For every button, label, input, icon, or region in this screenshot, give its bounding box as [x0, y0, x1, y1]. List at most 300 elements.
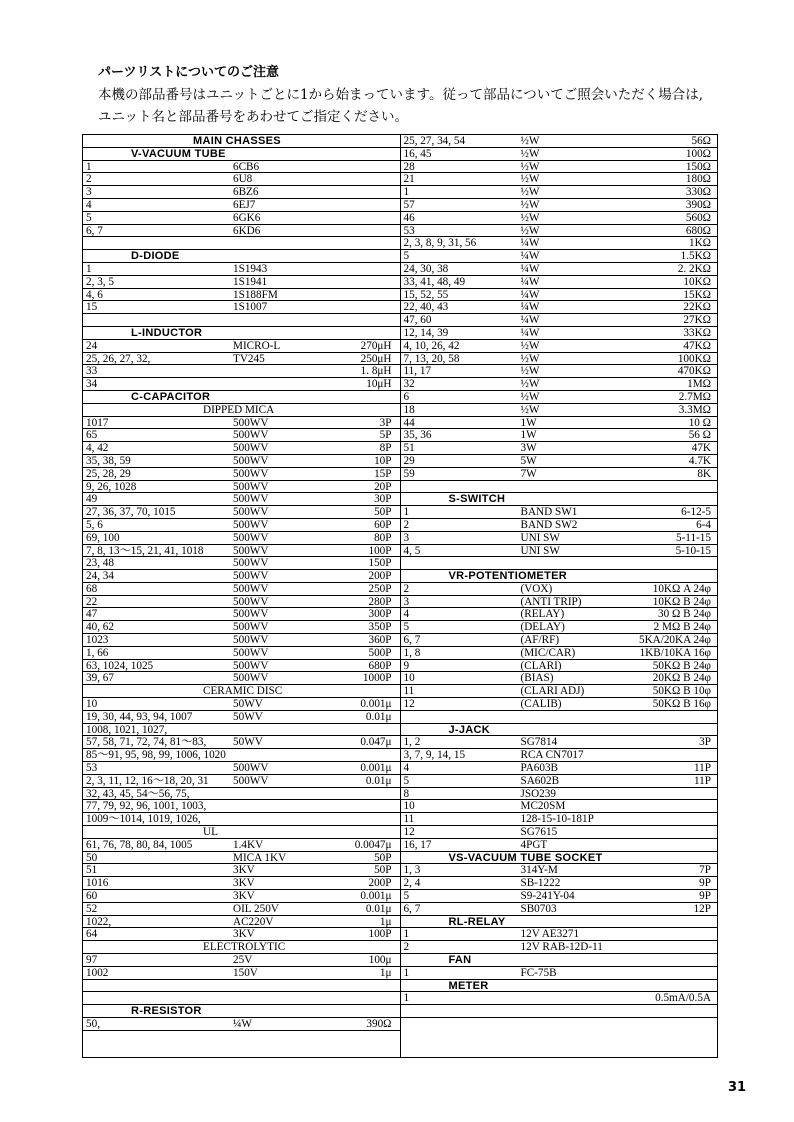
part-value: 470KΩ — [677, 365, 711, 378]
part-number: 10 — [403, 800, 415, 813]
part-spec: ½W — [520, 211, 540, 224]
part-spec: PA603B — [520, 762, 559, 775]
part-value: 0.01μ — [365, 710, 392, 723]
part-number: 51 — [403, 442, 415, 455]
section-heading: R-RESISTOR — [131, 1005, 202, 1018]
parts-row — [401, 148, 718, 161]
part-value: 180Ω — [685, 173, 711, 186]
part-value: 33KΩ — [683, 326, 711, 339]
part-value: 390Ω — [685, 198, 711, 211]
part-spec: ½W — [520, 365, 540, 378]
parts-row — [83, 864, 400, 877]
parts-row — [83, 775, 400, 788]
part-value: 1μ — [379, 915, 392, 928]
part-value: 0.5mA/0.5A — [655, 992, 711, 1005]
part-value: 200P — [368, 570, 392, 583]
section-heading: L-INDUCTOR — [131, 326, 203, 339]
part-value: 56 Ω — [688, 429, 711, 442]
parts-row — [401, 212, 718, 225]
parts-row — [401, 660, 718, 673]
part-spec: (AF/RF) — [520, 634, 560, 647]
part-spec: (DELAY) — [520, 621, 565, 634]
part-value: 2. 2KΩ — [677, 262, 711, 275]
part-number: 2, 4 — [403, 877, 421, 890]
part-value: 27KΩ — [683, 314, 711, 327]
parts-row — [83, 199, 400, 212]
part-number: 8 — [403, 787, 410, 800]
part-value: 1000P — [362, 672, 392, 685]
parts-row — [401, 749, 718, 762]
parts-row — [401, 404, 718, 417]
part-number: 24 — [86, 339, 98, 352]
part-spec: 500WV — [233, 442, 269, 455]
part-number: 11 — [403, 685, 415, 698]
part-spec: 50WV — [233, 736, 263, 749]
parts-row — [401, 596, 718, 609]
parts-row — [83, 800, 400, 813]
parts-row — [401, 225, 718, 238]
part-spec: 25V — [233, 954, 253, 966]
parts-row — [401, 301, 718, 314]
parts-row — [401, 916, 718, 929]
part-value: 10KΩ B 24φ — [652, 595, 711, 608]
part-value: 2.7MΩ — [678, 390, 711, 403]
parts-row — [401, 429, 718, 442]
part-value: 1KB/10KA 16φ — [639, 646, 711, 659]
part-spec: MC20SM — [520, 800, 566, 813]
part-spec: 500WV — [233, 646, 269, 659]
part-spec: ¼W — [520, 314, 540, 327]
part-value: 0.001μ — [360, 890, 392, 903]
parts-row — [401, 621, 718, 634]
part-number: 4 — [403, 762, 410, 775]
part-spec: 1S188FM — [233, 288, 278, 301]
part-number: 2, 3, 5 — [86, 275, 114, 288]
part-value: 50KΩ B 10φ — [652, 685, 711, 698]
part-value: 50P — [374, 864, 392, 877]
part-value: 10P — [374, 454, 392, 467]
notice-line-1: 本機の部品番号はユニットごとに1から始まっています。従って部品についてご照会いただく場合は, — [98, 87, 703, 103]
part-number: 2 — [403, 582, 410, 595]
part-number: 21 — [403, 173, 415, 186]
part-spec: 500WV — [233, 454, 269, 467]
parts-row — [401, 519, 718, 532]
part-value: 10KΩ — [683, 275, 711, 288]
parts-row — [83, 852, 400, 865]
parts-row — [83, 417, 400, 430]
parts-row — [83, 161, 400, 174]
part-spec: ½W — [520, 186, 540, 199]
part-number: 47, 60 — [403, 314, 432, 327]
part-number: 24, 30, 38 — [403, 262, 449, 275]
part-number: 53 — [86, 762, 98, 775]
part-spec: 7W — [520, 467, 537, 480]
part-number: 52 — [86, 902, 98, 915]
part-number: 61, 76, 78, 80, 84, 1005 — [86, 838, 193, 851]
part-value: 0.01μ — [365, 902, 392, 915]
parts-row — [83, 928, 400, 941]
part-spec: 1W — [520, 429, 537, 442]
part-value: 5-10-15 — [675, 544, 711, 557]
part-number: 50, — [86, 1017, 100, 1030]
part-number: 3 — [86, 186, 92, 199]
part-number: 2 — [403, 518, 410, 531]
part-number: 3, 7, 9, 14, 15 — [403, 749, 466, 762]
parts-row — [83, 404, 400, 417]
part-spec: ½W — [520, 403, 540, 416]
part-spec: ½W — [520, 198, 540, 211]
section-heading: VR-POTENTIOMETER — [448, 570, 567, 583]
part-spec: ½W — [520, 224, 540, 237]
part-spec: 500WV — [233, 518, 269, 531]
parts-row — [83, 212, 400, 225]
parts-row — [83, 557, 400, 570]
part-spec: 1.4KV — [233, 838, 264, 851]
part-number: 34 — [86, 378, 98, 391]
part-spec: JSO239 — [520, 787, 556, 800]
part-number: 6, 7 — [403, 902, 421, 915]
part-spec: 1W — [520, 416, 537, 429]
part-value: 1.5KΩ — [680, 250, 711, 263]
part-number: 15, 52, 55 — [403, 288, 449, 301]
part-value: 50KΩ B 24φ — [652, 659, 711, 672]
part-value: 22KΩ — [683, 301, 711, 314]
part-number: 44 — [403, 416, 415, 429]
part-spec: 500WV — [233, 621, 269, 634]
part-value: 20KΩ B 24φ — [652, 672, 711, 685]
part-spec: OIL 250V — [233, 902, 279, 915]
part-number: 7, 13, 20, 58 — [403, 352, 460, 365]
subsection-heading: DIPPED MICA — [203, 403, 275, 416]
part-spec: ½W — [520, 135, 540, 147]
parts-row — [83, 570, 400, 583]
part-number: 10 — [403, 672, 415, 685]
part-number: 97 — [86, 954, 98, 966]
part-value: 3P — [699, 736, 711, 749]
part-value: 10KΩ A 24φ — [652, 582, 711, 595]
parts-row — [401, 736, 718, 749]
part-spec: 500WV — [233, 467, 269, 480]
part-number: 40, 62 — [86, 621, 114, 634]
parts-row — [401, 263, 718, 276]
parts-row — [401, 698, 718, 711]
part-spec: RCA CN7017 — [520, 749, 584, 762]
part-number: 1 — [86, 160, 92, 173]
part-value: 100P — [368, 544, 392, 557]
part-number: 50 — [86, 851, 98, 864]
part-value: 12P — [693, 902, 711, 915]
part-number: 4, 6 — [86, 288, 103, 301]
parts-row — [401, 493, 718, 506]
part-number: 4, 10, 26, 42 — [403, 339, 460, 352]
part-number: 1009～1014, 1019, 1026, — [86, 813, 201, 826]
parts-row — [401, 877, 718, 890]
part-spec: ½W — [520, 352, 540, 365]
part-number: 5, 6 — [86, 518, 103, 531]
part-number: 1 — [403, 186, 410, 199]
part-number: 5 — [403, 250, 410, 263]
parts-row — [83, 877, 400, 890]
parts-row — [401, 455, 718, 468]
part-number: 85～91, 95, 98, 99, 1006, 1020 — [86, 749, 226, 762]
part-number: 63, 1024, 1025 — [86, 659, 154, 672]
parts-row — [401, 276, 718, 289]
part-number: 33, 41, 48, 49 — [403, 275, 466, 288]
part-number: 18 — [403, 403, 415, 416]
part-value: 250μH — [360, 352, 392, 365]
part-value: 300P — [368, 608, 392, 621]
part-spec: 50WV — [233, 710, 263, 723]
parts-row — [83, 545, 400, 558]
part-value: 8K — [697, 467, 711, 480]
parts-row — [401, 314, 718, 327]
part-number: 47 — [86, 608, 98, 621]
part-number: 1, 66 — [86, 646, 109, 659]
parts-row — [401, 788, 718, 801]
part-value: 1. 8μH — [360, 365, 392, 378]
part-value: 50P — [374, 506, 392, 519]
part-number: 24, 34 — [86, 570, 114, 583]
part-number: 2 — [86, 173, 92, 186]
parts-row — [83, 916, 400, 929]
part-number: 6, 7 — [403, 634, 421, 647]
part-number: 57, 58, 71, 72, 74, 81～83, — [86, 736, 207, 749]
parts-row — [401, 711, 718, 724]
parts-row — [83, 890, 400, 903]
parts-row — [401, 672, 718, 685]
parts-row — [401, 468, 718, 481]
part-value: 6-12-5 — [681, 506, 711, 519]
parts-row — [83, 327, 400, 340]
part-value: 60P — [374, 518, 392, 531]
parts-row — [83, 672, 400, 685]
parts-row — [83, 186, 400, 199]
parts-row — [83, 736, 400, 749]
part-value: 5-11-15 — [675, 531, 711, 544]
part-number: 33 — [86, 365, 98, 378]
part-spec: 500WV — [233, 416, 269, 429]
parts-row — [83, 711, 400, 724]
part-spec: 500WV — [233, 672, 269, 685]
part-spec: 500WV — [233, 570, 269, 583]
part-value: 100μ — [368, 954, 392, 966]
part-value: 2 MΩ B 24φ — [653, 621, 711, 634]
parts-row — [401, 161, 718, 174]
parts-row — [83, 263, 400, 276]
parts-list-table — [82, 134, 718, 1058]
part-number: 2, 3, 8, 9, 31, 56 — [403, 237, 477, 250]
part-value: 30 Ω B 24φ — [658, 608, 711, 621]
part-spec: TV245 — [233, 352, 265, 365]
part-value: 3P — [379, 416, 392, 429]
part-value: 9P — [699, 890, 711, 903]
part-number: 1 — [403, 992, 410, 1005]
part-number: 16, 45 — [403, 147, 432, 160]
parts-row — [83, 378, 400, 391]
part-number: 15 — [86, 301, 98, 314]
part-spec: 4PGT — [520, 838, 548, 851]
part-spec: 1S1943 — [233, 262, 268, 275]
part-number: 12 — [403, 698, 415, 711]
parts-list-right-column — [401, 135, 718, 1057]
part-number: 39, 67 — [86, 672, 114, 685]
part-spec: (CLARI ADJ) — [520, 685, 585, 698]
parts-row — [83, 173, 400, 186]
part-spec: 12V AE3271 — [520, 928, 580, 941]
parts-row — [401, 186, 718, 199]
page-number: 31 — [728, 1080, 747, 1095]
part-value: 150Ω — [685, 160, 711, 173]
parts-row — [401, 647, 718, 660]
parts-row — [401, 941, 718, 954]
part-spec: BAND SW1 — [520, 506, 578, 519]
part-value: 4.7K — [688, 454, 711, 467]
part-spec: AC220V — [233, 915, 274, 928]
part-spec: ½W — [520, 339, 540, 352]
part-spec: SB0703 — [520, 902, 557, 915]
part-value: 360P — [368, 634, 392, 647]
notice-line-2: ユニット名と部品番号をあわせてご指定ください。 — [98, 109, 408, 125]
section-heading: S-SWITCH — [448, 493, 506, 506]
part-value: 20P — [374, 480, 392, 493]
parts-row — [401, 992, 718, 1005]
parts-row — [83, 148, 400, 161]
part-spec: 150V — [233, 966, 258, 979]
part-value: 10μH — [366, 378, 392, 391]
part-spec: 500WV — [233, 480, 269, 493]
part-value: 100P — [368, 928, 392, 941]
part-spec: 6GK6 — [233, 211, 261, 224]
parts-row — [83, 455, 400, 468]
parts-row — [401, 903, 718, 916]
parts-row — [401, 557, 718, 570]
part-value: 280P — [368, 595, 392, 608]
parts-row — [83, 532, 400, 545]
part-value: 100Ω — [685, 147, 711, 160]
part-number: 1002 — [86, 966, 109, 979]
part-number: 25, 26, 27, 32, — [86, 352, 151, 365]
parts-row — [83, 954, 400, 967]
part-spec: 3KV — [233, 890, 255, 903]
part-value: 6-4 — [696, 518, 711, 531]
parts-row — [83, 992, 400, 1005]
part-spec: ¼W — [520, 326, 540, 339]
part-spec: ¼W — [520, 288, 540, 301]
part-number: 4 — [403, 608, 410, 621]
part-value: 30P — [374, 493, 392, 506]
parts-row — [401, 800, 718, 813]
part-number: 11 — [403, 813, 415, 826]
part-spec: 500WV — [233, 762, 269, 775]
parts-row — [401, 826, 718, 839]
parts-row — [401, 237, 718, 250]
part-value: 560Ω — [685, 211, 711, 224]
parts-row — [401, 391, 718, 404]
parts-row — [83, 788, 400, 801]
parts-row — [83, 762, 400, 775]
parts-row — [83, 468, 400, 481]
parts-row — [83, 365, 400, 378]
part-spec: 5W — [520, 454, 537, 467]
part-number: 1 — [86, 262, 92, 275]
part-spec: (CLARI) — [520, 659, 562, 672]
part-number: 2, 3, 11, 12, 16～18, 20, 31 — [86, 774, 209, 787]
parts-row — [401, 417, 718, 430]
parts-row — [83, 1018, 400, 1031]
parts-row — [401, 570, 718, 583]
part-number: 6, 7 — [86, 224, 103, 237]
parts-row — [83, 314, 400, 327]
part-number: 1, 3 — [403, 864, 421, 877]
part-number: 3 — [403, 595, 410, 608]
part-value: 1MΩ — [687, 378, 711, 391]
part-number: 32, 43, 45, 54～56, 75, — [86, 787, 190, 800]
part-value: 47KΩ — [683, 339, 711, 352]
part-spec: SA602B — [520, 774, 560, 787]
part-number: 1, 2 — [403, 736, 421, 749]
section-heading: METER — [448, 979, 489, 992]
part-number: 19, 30, 44, 93, 94, 1007 — [86, 710, 193, 723]
part-spec: (MIC/CAR) — [520, 646, 576, 659]
parts-row — [83, 749, 400, 762]
part-spec: ¼W — [520, 275, 540, 288]
part-number: 59 — [403, 467, 415, 480]
section-heading: C-CAPACITOR — [131, 390, 211, 403]
parts-row — [401, 954, 718, 967]
parts-row — [83, 237, 400, 250]
part-number: 4, 42 — [86, 442, 109, 455]
part-number: 1 — [403, 966, 410, 979]
part-spec: ½W — [520, 378, 540, 391]
parts-row — [401, 813, 718, 826]
part-number: 49 — [86, 493, 98, 506]
part-spec: ½W — [520, 160, 540, 173]
part-value: 0.047μ — [360, 736, 392, 749]
part-number: 25, 28, 29 — [86, 467, 131, 480]
part-value: 5P — [379, 429, 392, 442]
parts-row — [83, 276, 400, 289]
part-value: 270μH — [360, 339, 392, 352]
part-value: 15KΩ — [683, 288, 711, 301]
part-value: 15P — [374, 467, 392, 480]
parts-row — [401, 442, 718, 455]
part-number: 1 — [403, 506, 410, 519]
part-value: 3.3MΩ — [678, 403, 711, 416]
parts-row — [83, 967, 400, 980]
parts-row — [83, 442, 400, 455]
parts-row — [83, 698, 400, 711]
part-spec: (ANTI TRIP) — [520, 595, 582, 608]
parts-row — [83, 289, 400, 302]
parts-row — [83, 506, 400, 519]
part-spec: 3KV — [233, 877, 255, 890]
parts-row — [401, 340, 718, 353]
parts-row — [401, 724, 718, 737]
part-number: 28 — [403, 160, 415, 173]
part-spec: 6U8 — [233, 173, 253, 186]
part-number: 10 — [86, 698, 98, 711]
part-number: 2 — [403, 941, 410, 954]
part-spec: 1S1941 — [233, 275, 268, 288]
part-spec: MICA 1KV — [233, 851, 287, 864]
part-value: 5KA/20KA 24φ — [638, 634, 711, 647]
part-spec: UNI SW — [520, 531, 560, 544]
part-spec: 500WV — [233, 595, 269, 608]
parts-row — [401, 1005, 718, 1018]
part-spec: UNI SW — [520, 544, 560, 557]
part-value: 250P — [368, 582, 392, 595]
part-value: 80P — [374, 531, 392, 544]
